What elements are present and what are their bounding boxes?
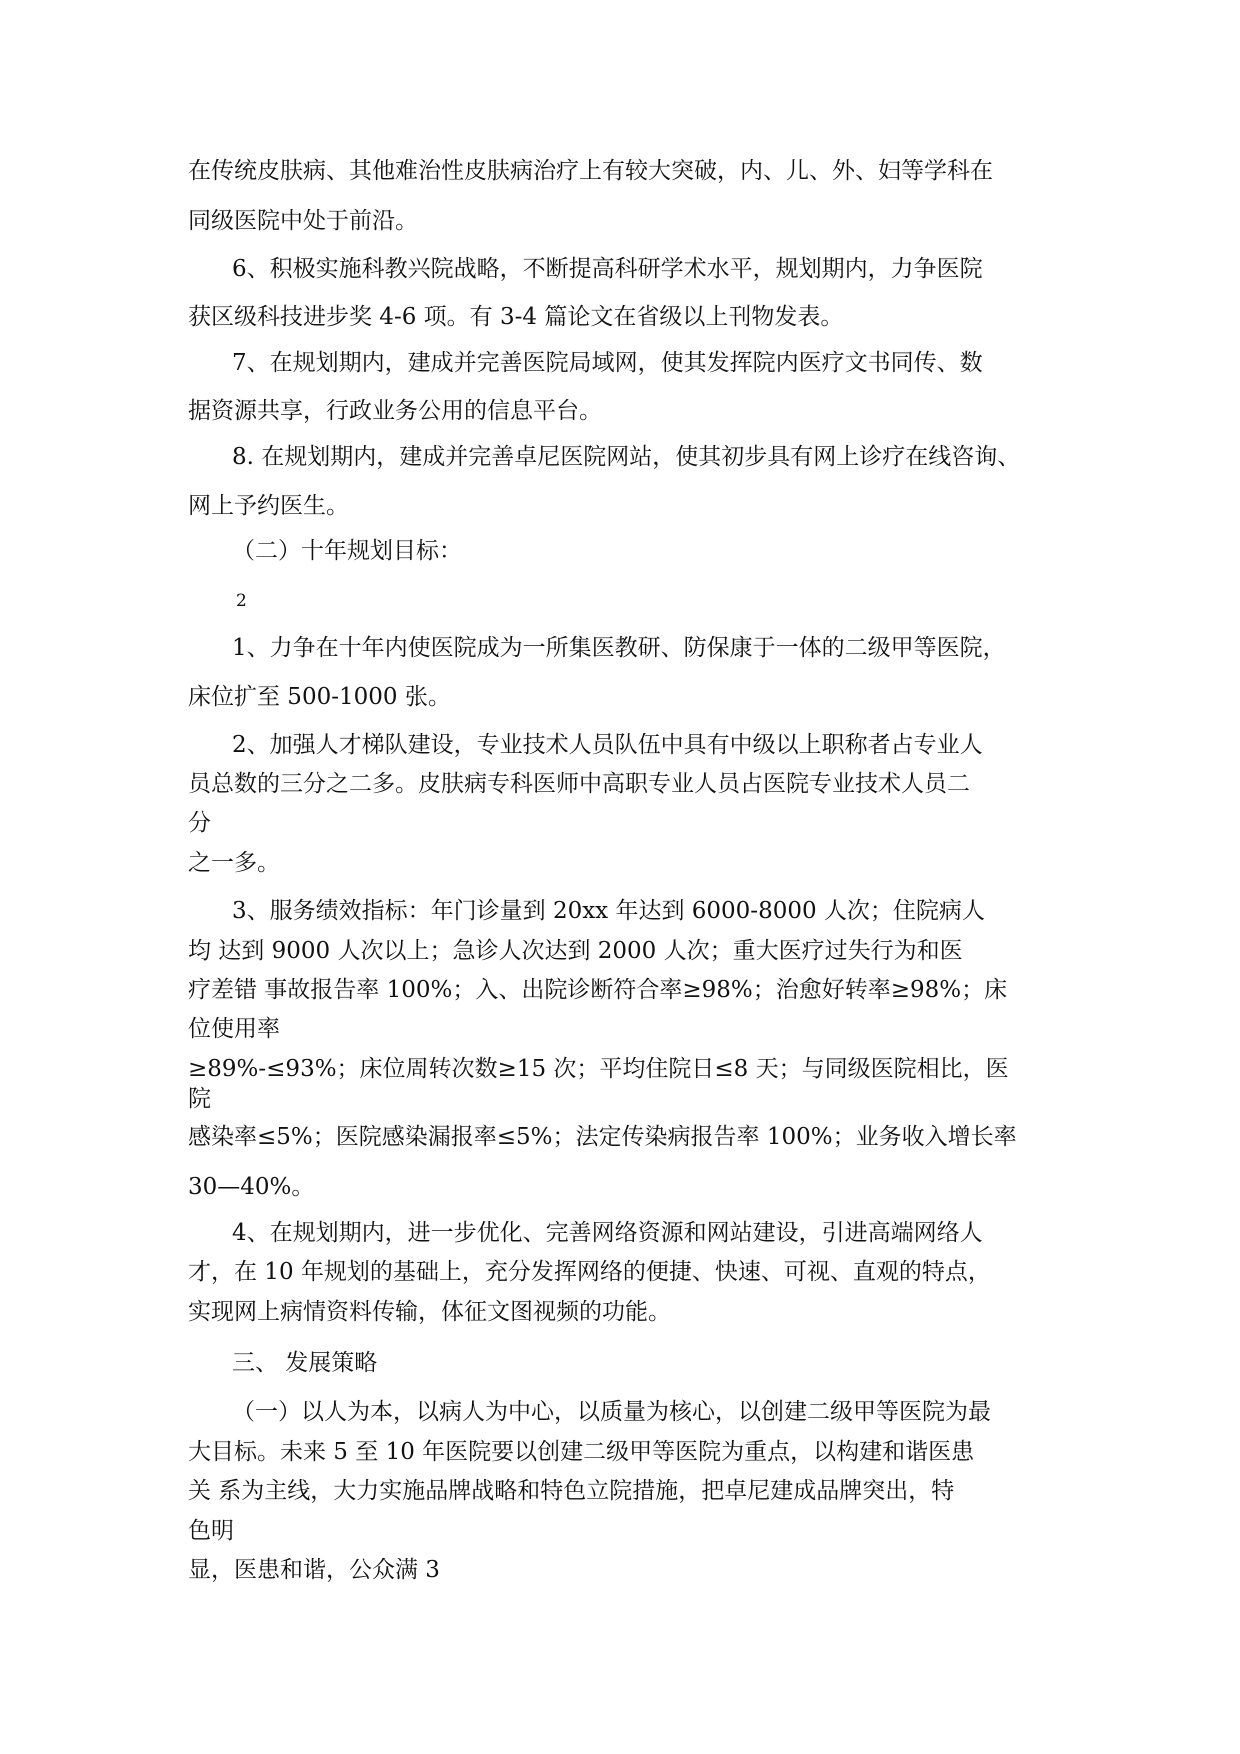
section-heading: 三、 发展策略 xyxy=(232,1350,378,1376)
text-line: 获区级科技进步奖 4-6 项。有 3-4 篇论文在省级以上刊物发表。 xyxy=(188,304,844,330)
text-line: 位使用率 xyxy=(188,1016,280,1042)
text-line: 网上予约医生。 xyxy=(188,493,349,519)
text-line: ≥89%-≤93%；床位周转次数≥15 次；平均住院日≤8 天；与同级医院相比，医 xyxy=(188,1056,1009,1082)
text-line: 7、在规划期内，建成并完善医院局域网，使其发挥院内医疗文书同传、数 xyxy=(232,350,983,376)
text-line: 30—40%。 xyxy=(188,1174,315,1200)
text-line: 分 xyxy=(188,810,211,836)
section-heading: （二）十年规划目标： xyxy=(232,538,462,564)
text-line: 4、在规划期内，进一步优化、完善网络资源和网站建设，引进高端网络人 xyxy=(232,1220,983,1246)
text-line: 员总数的三分之二多。皮肤病专科医师中高职专业人员占医院专业技术人员二 xyxy=(188,771,970,797)
text-line: 2、加强人才梯队建设，专业技术人员队伍中具有中级以上职称者占专业人 xyxy=(232,732,983,758)
text-line: 显，医患和谐，公众满 3 xyxy=(188,1557,440,1583)
text-line: 8. 在规划期内，建成并完善卓尼医院网站，使其初步具有网上诊疗在线咨询、 xyxy=(232,444,1021,470)
text-line: 3、服务绩效指标：年门诊量到 20xx 年达到 6000-8000 人次；住院病人 xyxy=(232,898,985,924)
text-line: 据资源共享，行政业务公用的信息平台。 xyxy=(188,398,602,424)
text-line: 同级医院中处于前沿。 xyxy=(188,208,418,234)
page-number: 2 xyxy=(236,591,247,611)
text-line: 实现网上病情资料传输，体征文图视频的功能。 xyxy=(188,1299,671,1325)
text-line: 院 xyxy=(188,1086,211,1112)
text-line: 6、积极实施科教兴院战略，不断提高科研学术水平，规划期内，力争医院 xyxy=(232,256,983,282)
text-line: 大目标。未来 5 至 10 年医院要以创建二级甲等医院为重点，以构建和谐医患 xyxy=(188,1439,975,1465)
text-line: 之一多。 xyxy=(188,850,280,876)
text-line: 色明 xyxy=(188,1518,234,1544)
text-line: （一）以人为本，以病人为中心，以质量为核心，以创建二级甲等医院为最 xyxy=(232,1399,991,1425)
text-line: 1、力争在十年内使医院成为一所集医教研、防保康于一体的二级甲等医院， xyxy=(232,635,1006,661)
text-line: 在传统皮肤病、其他难治性皮肤病治疗上有较大突破，内、儿、外、妇等学科在 xyxy=(188,158,993,184)
text-line: 床位扩至 500-1000 张。 xyxy=(188,684,451,710)
text-line: 关 系为主线，大力实施品牌战略和特色立院措施，把卓尼建成品牌突出，特 xyxy=(188,1478,955,1504)
text-line: 疗差错 事故报告率 100%；入、出院诊断符合率≥98%；治愈好转率≥98%；床 xyxy=(188,977,1008,1003)
text-line: 均 达到 9000 人次以上；急诊人次达到 2000 人次；重大医疗过失行为和医 xyxy=(188,938,963,964)
text-line: 感染率≤5%；医院感染漏报率≤5%；法定传染病报告率 100%；业务收入增长率 xyxy=(188,1124,1017,1150)
text-line: 才，在 10 年规划的基础上，充分发挥网络的便捷、快速、可视、直观的特点， xyxy=(188,1259,991,1285)
